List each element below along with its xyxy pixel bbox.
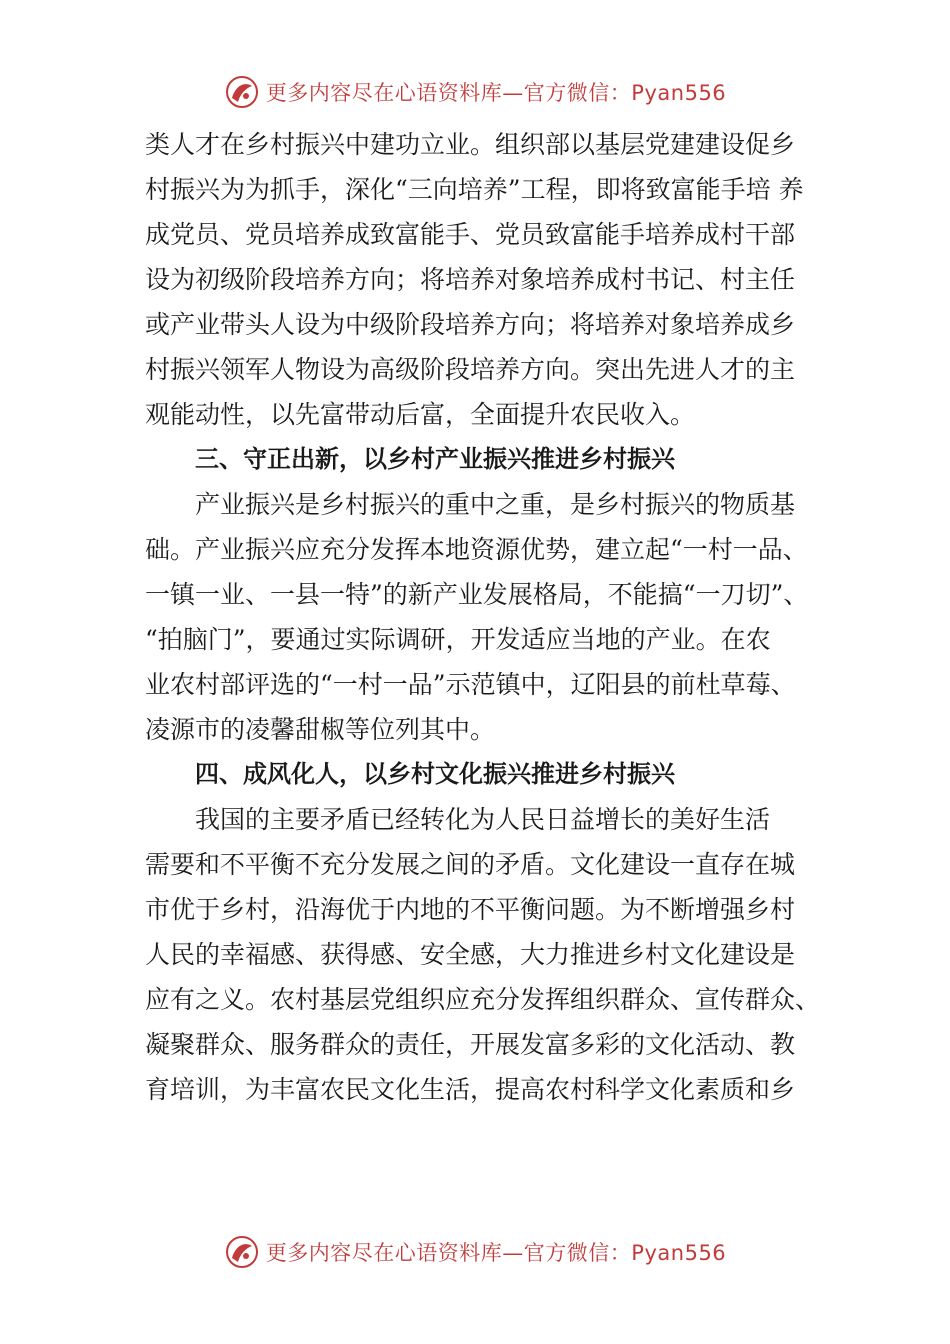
header-watermark — [0, 72, 950, 112]
text-line: 市优于乡村，沿海优于内地的不平衡问题。为不断增强乡村 — [145, 895, 796, 924]
text-line: 础。产业振兴应充分发挥本地资源优势，建立起“一村一品、 — [145, 535, 808, 564]
text-line: 类人才在乡村振兴中建功立业。组织部以基层党建建设促乡 — [145, 130, 796, 159]
document-body — [145, 122, 821, 1112]
paragraph-start: 产业振兴是乡村振兴的重中之重，是乡村振兴的物质基 — [195, 490, 796, 519]
text-line: “拍脑门”，要通过实际调研，开发适应当地的产业。在农 — [145, 625, 771, 654]
text-line: 业农村部评选的“一村一品”示范镇中，辽阳县的前杜草莓、 — [145, 670, 796, 699]
text-line: 需要和不平衡不充分发展之间的矛盾。文化建设一直存在城 — [145, 850, 796, 879]
watermark-text: 更多内容尽在心语资料库—官方微信：Pyan556 — [265, 81, 727, 105]
text-line: 人民的幸福感、获得感、安全感，大力推进乡村文化建设是 — [145, 940, 796, 969]
logo-icon — [224, 74, 260, 110]
text-line: 村振兴为为抓手，深化“三向培养”工程，即将致富能手培 养 — [145, 175, 804, 204]
paragraph-start: 我国的主要矛盾已经转化为人民日益增长的美好生活 — [195, 805, 771, 834]
text-line: 村振兴领军人物设为高级阶段培养方向。突出先进人才的主 — [145, 355, 796, 384]
text-line: 凝聚群众、服务群众的责任，开展发富多彩的文化活动、教 — [145, 1030, 796, 1059]
text-line: 应有之义。农村基层党组织应充分发挥组织群众、宣传群众、 — [145, 985, 821, 1014]
section-heading: 四、成风化人，以乡村文化振兴推进乡村振兴 — [195, 760, 675, 788]
text-line: 成党员、党员培养成致富能手、党员致富能手培养成村干部 — [145, 220, 796, 249]
text-line: 一镇一业、一县一特”的新产业发展格局，不能搞“一刀切”、 — [145, 580, 809, 609]
text-line: 设为初级阶段培养方向；将培养对象培养成村书记、村主任 — [145, 265, 796, 294]
text-line: 或产业带头人设为中级阶段培养方向；将培养对象培养成乡 — [145, 310, 796, 339]
text-line: 育培训，为丰富农民文化生活，提高农村科学文化素质和乡 — [145, 1075, 796, 1104]
text-line: 凌源市的凌馨甜椒等位列其中。 — [145, 715, 496, 744]
footer-watermark — [0, 1232, 950, 1272]
text-line: 观能动性，以先富带动后富，全面提升农民收入。 — [145, 400, 696, 429]
watermark-text: 更多内容尽在心语资料库—官方微信：Pyan556 — [265, 1241, 727, 1265]
section-heading: 三、守正出新，以乡村产业振兴推进乡村振兴 — [195, 445, 675, 473]
logo-icon — [224, 1234, 260, 1270]
